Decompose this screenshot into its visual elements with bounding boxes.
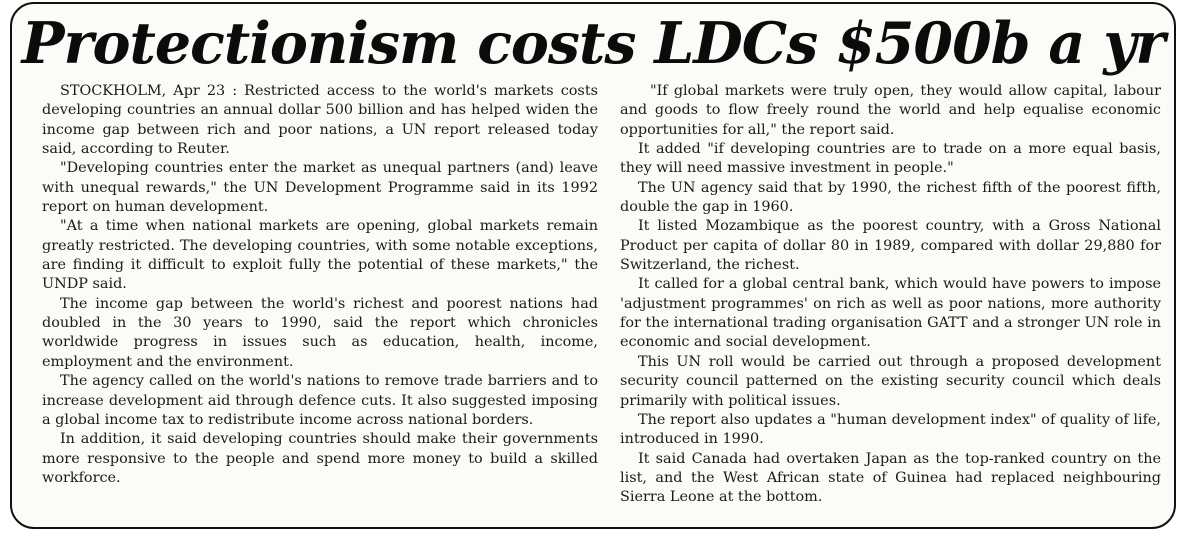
paragraph: It listed Mozambique as the poorest country, with a Gross National Product per capita of dollar 80 in 1989, compared with dollar 29,880 for Switzerland, the richest. (620, 218, 1161, 274)
paragraph: In addition, it said developing countries should make their governments more responsive to the people and spend more money to build a skilled workforce. (42, 431, 598, 486)
paragraph: "At a time when national markets are opening, global markets remain greatly restricted. The developing countries, with some notable exceptions, are finding it difficult to exploit fully the potential of these markets," the UNDP said. (42, 218, 598, 293)
right-column (620, 82, 1161, 508)
paragraph: The income gap between the world's richest and poorest nations had doubled in the 30 years to 1990, said the report which chronicles worldwide progress in issues such as education, health, income, employment and the environment. (42, 295, 598, 370)
paragraph: The agency called on the world's nations to remove trade barriers and to increase development aid through defence cuts. It also suggested imposing a global income tax to redistribute income across national borders. (42, 373, 598, 428)
newspaper-clipping (10, 2, 1176, 529)
paragraph: STOCKHOLM, Apr 23 : Restricted access to the world's markets costs developing countries an annual dollar 500 billion and has helped widen the income gap between rich and poor nations, a UN report released today said, according to Reuter. (42, 83, 598, 158)
paragraph: "If global markets were truly open, they would allow capital, labour and goods to flow freely round the world and help equalise economic opportunities for all," the report said. (620, 83, 1161, 138)
paragraph: It added "if developing countries are to trade on a more equal basis, they will need massive investment in people." (620, 141, 1161, 177)
paragraph: The report also updates a "human development index" of quality of life, introduced in 1990. (620, 411, 1161, 448)
paragraph: It called for a global central bank, which would have powers to impose 'adjustment programmes' on rich as well as poor nations, more authority for the international trading organisation GATT and a stronger UN role in economic and social development. (620, 276, 1161, 351)
headline: Protectionism costs LDCs $500b a yr (21, 10, 1165, 77)
paragraph: "Developing countries enter the market as unequal partners (and) leave with unequal rewards," the UN Development Programme said in its 1992 report on human development. (42, 160, 598, 216)
paragraph: It said Canada had overtaken Japan as the top-ranked country on the list, and the West African state of Guinea had replaced neighbouring Sierra Leone at the bottom. (620, 450, 1161, 506)
paragraph: This UN roll would be carried out through a proposed development security council patterned on the existing security council which deals primarily with political issues. (620, 353, 1161, 409)
paragraph: The UN agency said that by 1990, the richest fifth of the poorest fifth, double the gap in 1960. (620, 179, 1161, 216)
left-column (42, 82, 598, 488)
